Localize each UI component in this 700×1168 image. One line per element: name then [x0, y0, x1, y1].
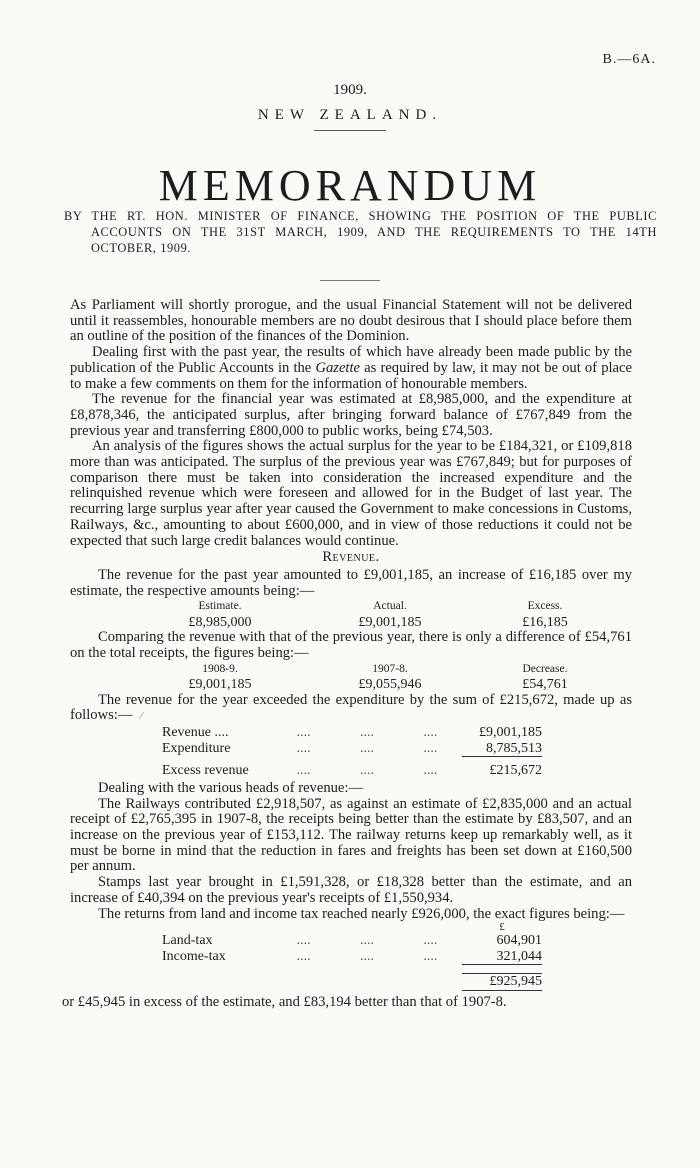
- document-title: MEMORANDUM: [158, 161, 542, 210]
- tax-table: [70, 922, 632, 991]
- ledger-total-row: Excess revenue .... .... .... £215,672: [162, 763, 542, 779]
- year-1908-value: £9,001,185: [188, 677, 252, 693]
- excess-table: [70, 725, 632, 779]
- paragraph-estimates: The revenue for the financial year was estimated at £8,985,000, and the expenditure at £8,878,346, the anticipated surplus, after bringing forward balance of £767,849 from the previous year and transferring £800,000 to public works, being £74,503.: [70, 391, 632, 439]
- paragraph-stamps: Stamps last year brought in £1,591,328, or £18,328 better than the estimate, and an increase of £40,394 on the previous year's receipts of £1,550,934.: [70, 874, 632, 906]
- ledger-row: Expenditure .... .... .... 8,785,513: [162, 740, 542, 756]
- estimate-value: £8,985,000: [188, 614, 252, 630]
- heading-rule: [314, 130, 386, 131]
- paragraph-intro: As Parliament will shortly prorogue, and the usual Financial Statement will not be delivered until it reassembles, honourable members are no doubt desirous that I should place before them an outline of the position of the finances of the Dominion.: [70, 297, 632, 345]
- excess-value: £16,185: [522, 614, 568, 630]
- paragraph-comparison: Comparing the revenue with that of the previous year, there is only a difference of £54,761 on the total receipts, the figures being:—: [70, 629, 632, 662]
- ledger-row: Income-tax .... .... .... 321,044: [162, 948, 542, 964]
- estimate-header: Estimate.: [198, 600, 242, 613]
- paragraph-railways: The Railways contributed £2,918,507, as against an estimate of £2,835,000 and an actual receipt of £2,765,395 in 1907-8, the receipts being better than the estimate by £83,507, and an increase on the previous year of £153,112. The railway returns keep up remarkably well, as it must be borne in mind that the reduction in fares and freights has been set down at £160,500 per annum.: [70, 795, 632, 875]
- subtitle-rule: [320, 280, 380, 281]
- estimate-table: [70, 599, 632, 630]
- paragraph-revenue: The revenue for the past year amounted to £9,001,185, an increase of £16,185 over my estimate, the respective amounts being:—: [70, 566, 632, 599]
- memorandum-body: [62, 297, 632, 1011]
- decrease-header: Decrease.: [522, 662, 568, 675]
- decrease-value: £54,761: [522, 677, 568, 693]
- document-reference: B.—6A.: [602, 52, 656, 67]
- excess-total: £215,672: [489, 763, 542, 779]
- currency-symbol: £: [499, 921, 505, 934]
- country-heading: NEW ZEALAND.: [257, 107, 443, 123]
- ledger-row: Land-tax .... .... .... 604,901: [162, 933, 542, 949]
- paragraph-heads: Dealing with the various heads of revenue:—: [98, 779, 364, 796]
- document-subtitle: BY THE RT. HON. MINISTER OF FINANCE, SHOWING THE POSITION OF THE PUBLIC ACCOUNTS ON THE 31ST MARCH, 1909, AND THE REQUIREMENTS TO THE 14TH OCTOBER, 1909.: [64, 209, 657, 255]
- year-1908-header: 1908-9.: [202, 662, 238, 675]
- year-1907-value: £9,055,946: [358, 677, 422, 693]
- ledger-row: Revenue .... .... .... .... £9,001,185: [162, 725, 542, 741]
- paragraph-analysis: An analysis of the figures shows the actual surplus for the year to be £184,321, or £109,818 more than was anticipated. The surplus of the previous year was £767,849; but for purposes of comparison there must be taken into consideration the increased expenditure and the relinquished revenue which were foreseen and allowed for in the Budget of last year. The recurring large surplus year after year caused the Government to make concessions in Customs, Railways, &c., amounting to about £600,000, and in view of those reductions it could not be expected that such large credit balances would continue.: [70, 438, 632, 549]
- revenue-heading: Revenue.: [322, 549, 380, 566]
- paragraph-closing: or £45,945 in excess of the estimate, and £83,194 better than that of 1907-8.: [62, 994, 507, 1011]
- actual-value: £9,001,185: [358, 614, 422, 630]
- document-year: 1909.: [333, 82, 367, 98]
- paragraph-past-year: Dealing first with the past year, the results of which have already been made public by the publication of the Public Accounts in the Gazette as required by law, it may not be out of place to make a few comments on them for the information of honourable members.: [70, 344, 632, 392]
- actual-header: Actual.: [373, 600, 407, 613]
- paragraph-excess: The revenue for the year exceeded the expenditure by the sum of £215,672, made up as follows:— ⁄: [70, 691, 632, 724]
- paragraph-land-income: The returns from land and income tax reached nearly £926,000, the exact figures being:—: [98, 905, 625, 922]
- year-1907-header: 1907-8.: [372, 662, 408, 675]
- excess-header: Excess.: [527, 600, 563, 613]
- ledger-total-row: [70, 973, 632, 991]
- comparison-table: [70, 662, 632, 693]
- tax-total: £925,945: [462, 973, 542, 991]
